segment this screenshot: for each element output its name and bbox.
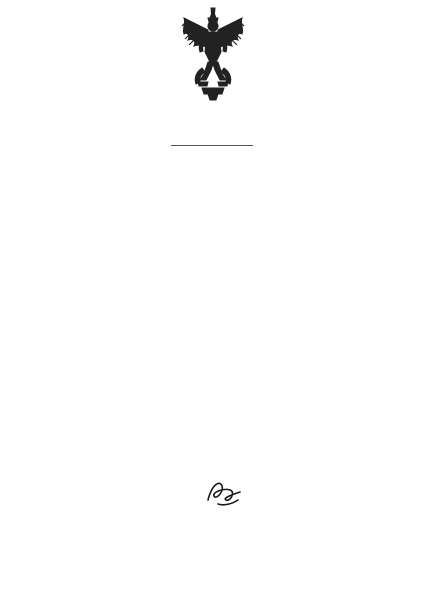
- body-paragraph-1: [62, 160, 374, 230]
- title-divider: [171, 145, 253, 146]
- body-paragraph-2: [62, 232, 374, 268]
- body-paragraph-3: [62, 360, 374, 396]
- signature-icon: [200, 474, 248, 512]
- garuda-emblem-icon: [178, 6, 248, 102]
